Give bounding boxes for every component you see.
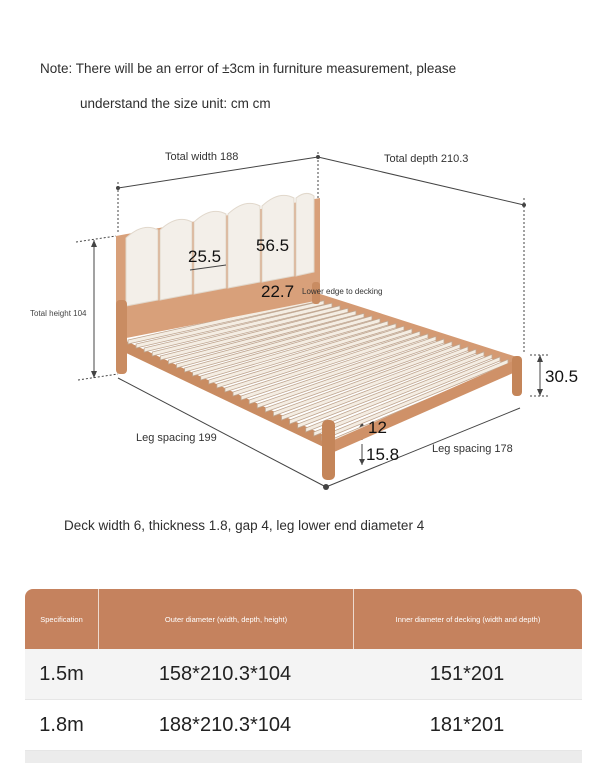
leg-spacing-long-label: Leg spacing 199	[136, 432, 217, 444]
headboard-height-label: 56.5	[256, 236, 290, 255]
leg-head-left	[116, 300, 127, 374]
lower-edge-value: 22.7	[261, 282, 295, 301]
header-specification: Specification	[25, 589, 99, 649]
side-height-label: 30.5	[545, 367, 579, 386]
total-width-label: Total width 188	[165, 151, 239, 163]
bed-dimension-diagram	[0, 140, 610, 510]
spec-cell: 1.8m	[39, 713, 84, 736]
leg-foot-left	[322, 420, 335, 480]
rail-height-label: 12	[368, 418, 387, 437]
spec-table	[25, 589, 582, 763]
header-outer-diameter: Outer diameter (width, depth, height)	[99, 589, 354, 649]
unit-note: understand the size unit: cm cm	[80, 96, 271, 111]
measurement-note: Note: There will be an error of ±3cm in furniture measurement, please	[40, 61, 457, 76]
inner-cell: 151*201	[429, 662, 505, 685]
inner-cell: 181*201	[429, 713, 505, 736]
leg-spacing-short-label: Leg spacing 178	[432, 443, 513, 455]
panel-width-label: 25.5	[188, 247, 222, 266]
table-row-partial	[25, 751, 582, 763]
total-height-label: Total height 104	[30, 309, 87, 318]
lower-edge-caption: Lower edge to decking	[302, 287, 383, 296]
outer-cell: 158*210.3*104	[158, 662, 292, 685]
total-depth-label: Total depth 210.3	[384, 153, 469, 165]
table-row	[25, 700, 582, 751]
spec-cell: 1.5m	[39, 662, 84, 685]
deck-spec-note: Deck width 6, thickness 1.8, gap 4, leg lower end diameter 4	[64, 518, 425, 533]
leg-height-label: 15.8	[366, 445, 400, 464]
header-inner-diameter: Inner diameter of decking (width and depth)	[395, 614, 541, 624]
leg-foot-right	[512, 356, 522, 396]
spec-table-header	[25, 589, 582, 649]
outer-cell: 188*210.3*104	[158, 713, 292, 736]
table-row	[25, 649, 582, 700]
